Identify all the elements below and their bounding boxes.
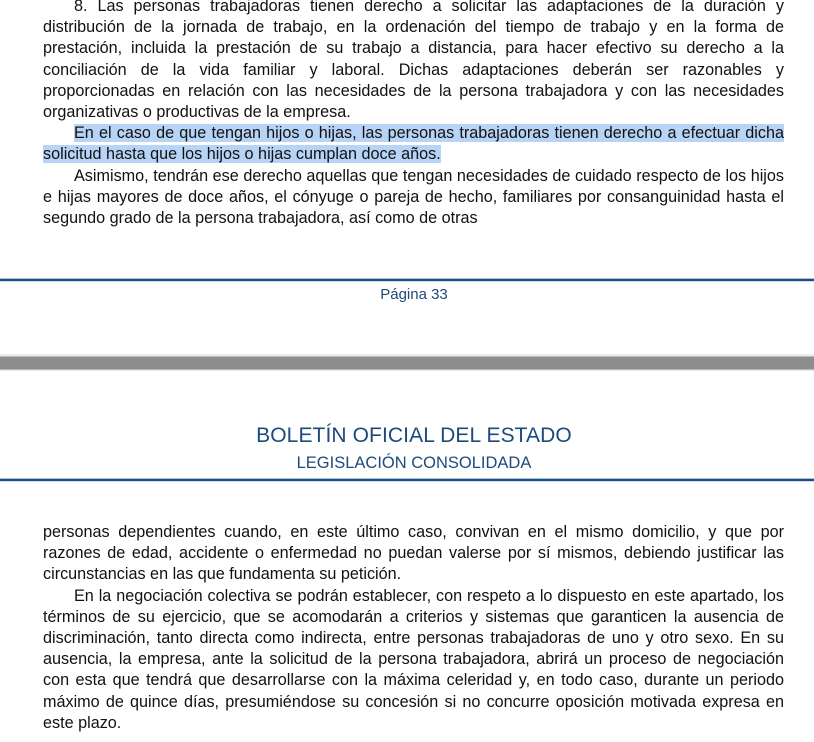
paragraph-asimismo[interactable]: Asimismo, tendrán ese derecho aquellas que tengan necesidades de cuidado respecto de los hijos e hijas mayores de doce años, el cónyuge o pareja de hecho, familiares por consanguinidad hasta el segundo grado de la persona trabajadora, así como de otras <box>43 166 784 228</box>
paragraph-negociacion[interactable]: En la negociación colectiva se podrán establecer, con respeto a lo dispuesto en este apartado, los términos de su ejercicio, que se acomodarán a criterios y sistemas que garanticen la ausencia de discriminación, tanto directa como indirecta, entre personas trabajadoras de uno y otro sexo. En su ausencia, la empresa, ante la solicitud de la persona trabajadora, abrirá un proceso de negociación con esta que tendrá que desarrollarse con la máxima celeridad y, en todo caso, durante un periodo máximo de quince días, presumiéndose su concesión si no concurre oposición motivada expresa en este plazo. <box>43 586 784 732</box>
paragraph-highlighted[interactable] <box>43 123 784 165</box>
header-divider <box>0 479 814 481</box>
page-34 <box>0 371 814 742</box>
text-selection-highlight[interactable]: En el caso de que tengan hijos o hijas, las personas trabajadoras tienen derecho a efectuar dicha solicitud hasta que los hijos o hijas cumplan doce años. <box>43 124 784 164</box>
header-subtitle: LEGISLACIÓN CONSOLIDADA <box>296 454 532 472</box>
page-34-body[interactable] <box>43 522 784 734</box>
page-number: Página 33 <box>380 286 448 303</box>
paragraph-8[interactable]: 8. Las personas trabajadoras tienen derecho a solicitar las adaptaciones de la duración y distribución de la jornada de trabajo, en la ordenación del tiempo de trabajo y en la forma de prestación, incluida la prestación de su trabajo a distancia, para hacer efectivo su derecho a la conciliación de la vida familiar y laboral. Dichas adaptaciones deberán ser razonables y proporcionadas en relación con las necesidades de la persona trabajadora y con las necesidades organizativas o productivas de la empresa. <box>43 0 784 122</box>
header-title: BOLETÍN OFICIAL DEL ESTADO <box>256 424 572 447</box>
footer-divider <box>0 279 814 281</box>
page-33 <box>0 0 814 356</box>
page-33-body[interactable] <box>43 0 784 229</box>
paragraph-continued[interactable]: personas dependientes cuando, en este último caso, convivan en el mismo domicilio, y que por razones de edad, accidente o enfermedad no puedan valerse por sí mismos, debiendo justificar las circunstancias en las que fundamenta su petición. <box>43 523 784 584</box>
page-separator <box>0 354 814 372</box>
